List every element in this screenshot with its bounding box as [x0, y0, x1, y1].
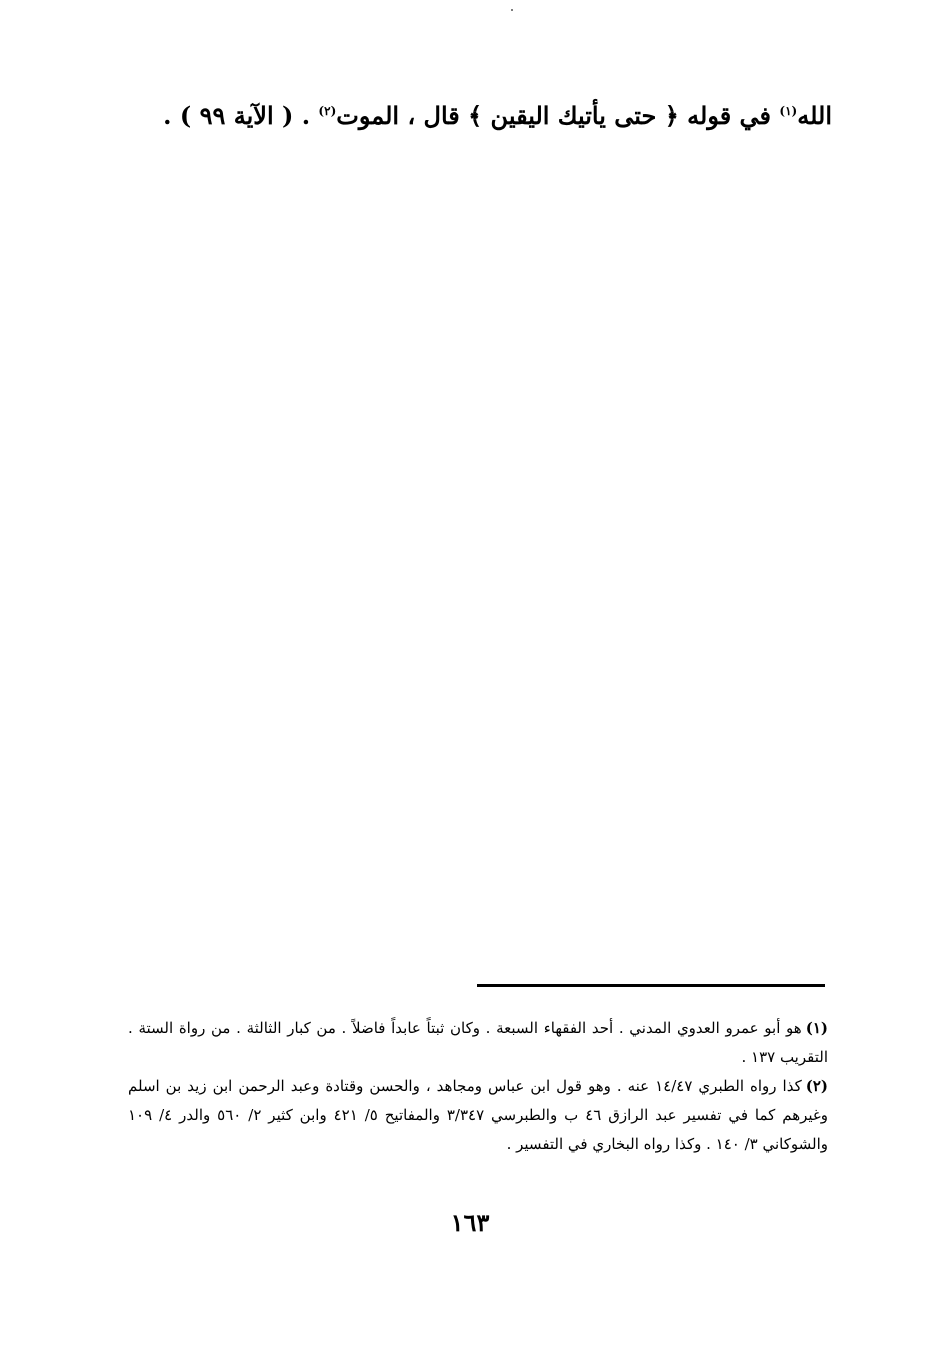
footnote-reference-1: (١)	[779, 104, 798, 118]
footnote-reference-2: (٢)	[318, 104, 337, 118]
footnote-1-text: هو أبو عمرو العدوي المدني . أحد الفقهاء السبعة . وكان ثبتاً عابداً فاضلاً . من كبار الثالثة . من رواة الستة . التقريب ١٣٧ .	[128, 1019, 828, 1066]
footnote-2-number: (٢)	[805, 1077, 828, 1095]
footnote-2-text: كذا رواه الطبري ١٤/٤٧ عنه . وهو قول ابن عباس ومجاهد ، والحسن وقتادة وعبد الرحمن ابن زيد بن اسلم وغيرهم كما في تفسير عبد الرازق ٤٦ ب والطبرسي ٣/٣٤٧ والمفاتيح ٥/ ٤٢١ وابن كثير ٢/ ٥٦٠ والدر ٤/ ١٠٩ والشوكاني ٣/ ١٤٠ . وكذا رواه البخاري في التفسير .	[128, 1077, 829, 1153]
main-text-line	[132, 96, 832, 136]
main-text-part-3: . ( الآية ٩٩ ) .	[163, 101, 319, 130]
footnote-2	[128, 1072, 828, 1159]
scan-speck	[511, 9, 513, 11]
footnotes-section	[128, 1014, 828, 1159]
footnote-separator	[477, 984, 825, 987]
footnote-1-number: (١)	[805, 1019, 828, 1037]
page-number: ١٦٣	[450, 1208, 490, 1237]
main-text-part-1: الله	[797, 101, 832, 130]
main-text-part-2: في قوله ﴿ حتى يأتيك اليقين ﴾ قال ، الموت	[336, 101, 780, 130]
footnote-1	[128, 1014, 828, 1072]
